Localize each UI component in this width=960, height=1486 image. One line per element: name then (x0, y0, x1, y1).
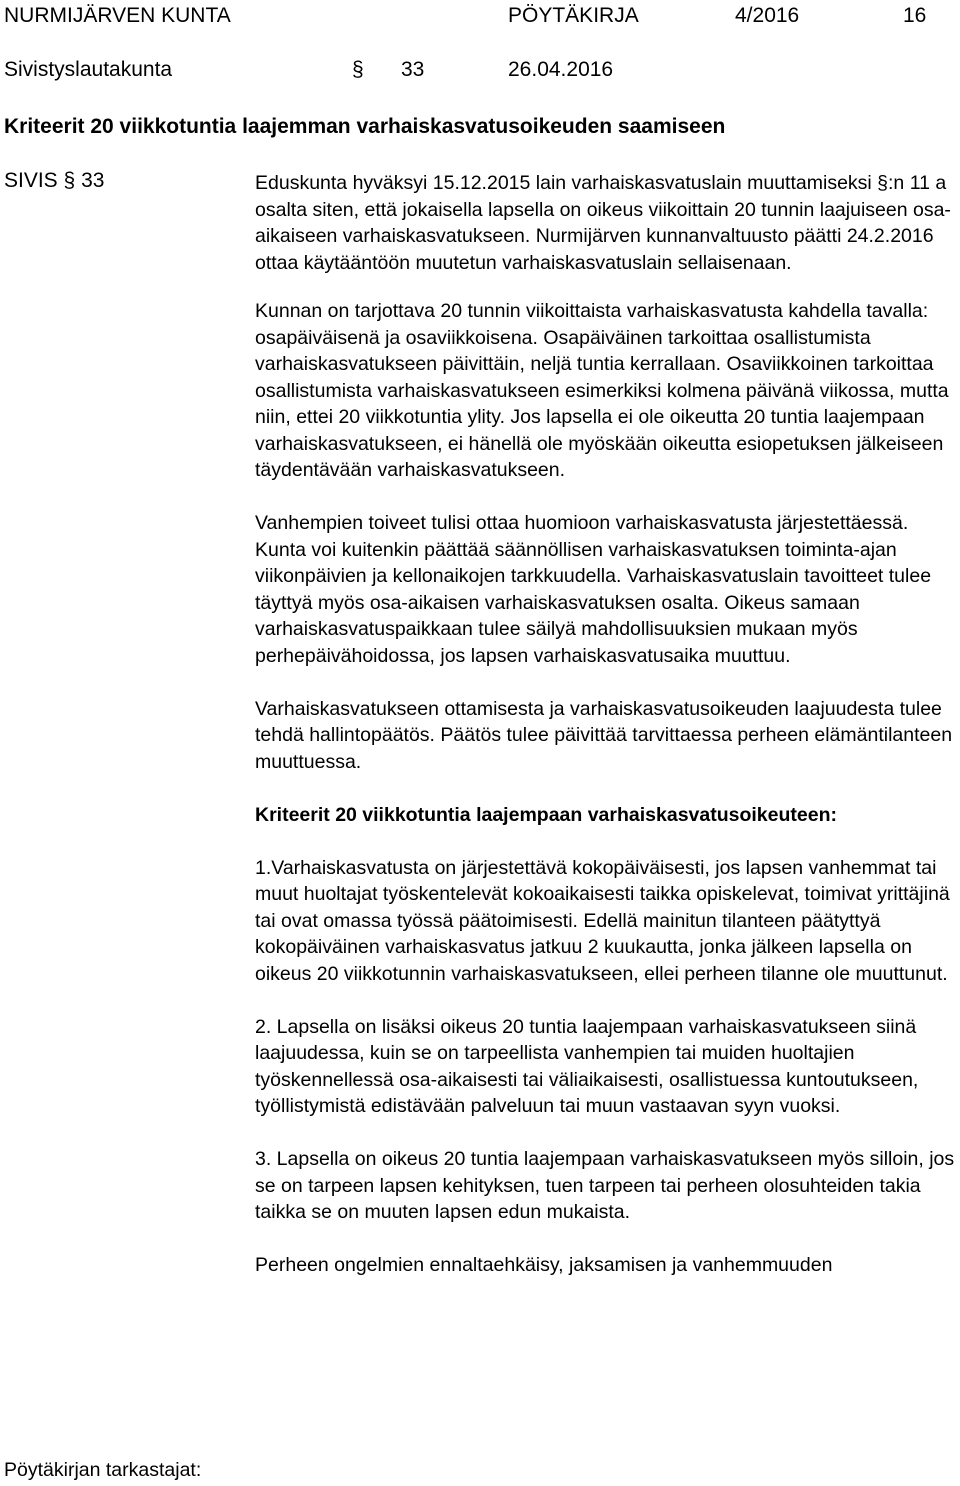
document-body (255, 170, 955, 1279)
reference-label: SIVIS (4, 169, 58, 192)
criteria-heading: Kriteerit 20 viikkotuntia laajempaan varhaiskasvatusoikeuteen: (255, 803, 838, 826)
document-type: PÖYTÄKIRJA (508, 4, 639, 27)
footer-label: Pöytäkirjan tarkastajat: (4, 1459, 202, 1481)
meeting-date: 26.04.2016 (508, 58, 614, 81)
paragraph: Varhaiskasvatukseen ottamisesta ja varhaiskasvatusoikeuden laajuudesta tulee tehdä hallintopäätös. Päätös tulee päivittää tarvittaessa perheen elämäntilanteen muuttuessa. (255, 697, 953, 773)
section-number: 33 (401, 58, 425, 81)
paragraph: Vanhempien toiveet tulisi ottaa huomioon varhaiskasvatusta järjestettäessä. Kunta voi kuitenkin päättää säännöllisen varhaiskasvatuksen toiminta-ajan viikonpäivien ja kellonaikojen tarkkuudella. Varhaiskasvatuslain tavoitteet tulee täyttyä myös osa-aikaisen varhaiskasvatuksen osalta. Oikeus samaan varhaiskasvatuspaikkaan tulee säilyä mahdollisuuksien mukaan myös perhepäivähoidossa, jos lapsen varhaiskasvatusaika muuttuu. (255, 512, 932, 667)
document-number: 4/2016 (735, 4, 800, 27)
section-reference (4, 170, 104, 191)
paragraph: Kunnan on tarjottava 20 tunnin viikoittaista varhaiskasvatusta kahdella tavalla: osapäiväisenä ja osaviikkoisena. Osapäiväinen tarkoittaa osallistumista varhaiskasvatukseen päivittäin, neljä tuntia kerrallaan. Osaviikkoinen tarkoittaa osallistumista varhaiskasvatukseen esimerkiksi kolmena päivänä viikossa, mutta niin, ettei 20 viikkotuntia ylity. Jos lapsella ei ole oikeutta 20 tuntia laajempaan varhaiskasvatukseen, ei hänellä ole myöskään oikeutta esiopetuksen jälkeiseen täydentävään varhaiskasvatukseen. (255, 300, 949, 481)
criteria-item: 1.Varhaiskasvatusta on järjestettävä kokopäiväisesti, jos lapsen vanhemmat tai muut huoltajat työskentelevät kokoaikaisesti taikka opiskelevat, toimivat yrittäjinä tai ovat omassa työssä päätoimisesti. Edellä mainitun tilanteen päätyttyä kokopäiväinen varhaiskasvatus jatkuu 2 kuukautta, jonka jälkeen lapsella on oikeus 20 viikkotunnin varhaiskasvatukseen, ellei perheen tilanne ole muuttunut. (255, 856, 950, 985)
reference-symbol: § (63, 169, 76, 192)
criteria-item: 3. Lapsella on oikeus 20 tuntia laajempaan varhaiskasvatukseen myös silloin, jos se on tarpeen lapsen kehityksen, tuen tarpeen tai perheen olosuhteiden takia taikka se on muuten lapsen edun mukaista. (255, 1148, 955, 1223)
page-number: 16 (903, 4, 927, 27)
document-title: Kriteerit 20 viikkotuntia laajemman varhaiskasvatusoikeuden saamiseen (4, 115, 726, 138)
criteria-item: 2. Lapsella on lisäksi oikeus 20 tuntia laajempaan varhaiskasvatukseen siinä laajuudessa, kuin se on tarpeellista vanhempien tai muiden huoltajien työskennellessä osa-aikaisesti tai väliaikaisesti, osallistuessa kuntoutukseen, työllistymistä edistävään palveluun tai muun vastaavan syyn vuoksi. (255, 1015, 919, 1117)
section-symbol: § (352, 58, 364, 81)
reference-number: 33 (81, 169, 105, 192)
organization-name: NURMIJÄRVEN KUNTA (4, 4, 231, 27)
committee-name: Sivistyslautakunta (4, 58, 173, 81)
criteria-item: Perheen ongelmien ennaltaehkäisy, jaksamisen ja vanhemmuuden (255, 1254, 833, 1276)
paragraph: Eduskunta hyväksyi 15.12.2015 lain varhaiskasvatuslain muuttamiseksi §:n 11 a osalta siten, että jokaisella lapsella on oikeus viikoittain 20 tunnin laajuiseen osa-aikaiseen varhaiskasvatukseen. Nurmijärven kunnanvaltuusto päätti 24.2.2016 ottaa käytääntöön muutetun varhaiskasvatuslain sellaisenaan. (255, 172, 951, 274)
